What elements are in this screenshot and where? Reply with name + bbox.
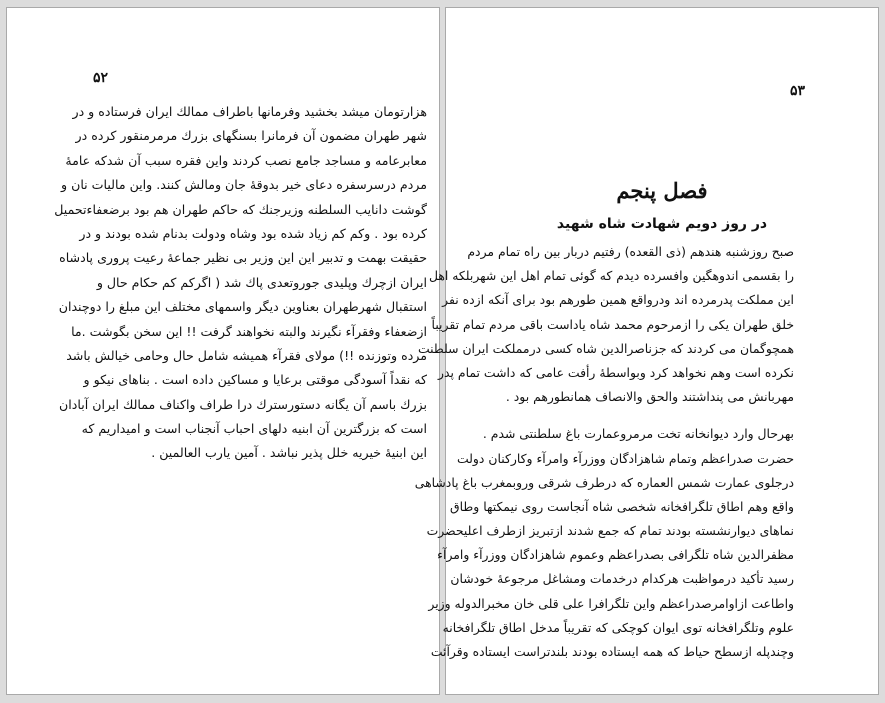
- paragraph: [414, 422, 794, 664]
- text-line: استقبال شهرطهران بعناوین دیگر واسمهای مختلف این مبلغ را دوچندان: [58, 299, 427, 315]
- text-line: همچوگمان می کردند که جزناصرالدین شاه کسی درمملکت ایران سلطنت: [417, 340, 794, 356]
- text-line: مظفرالدین شاه تلگرافی بصدراعظم وعموم شاهزادگان ووزرآء وامرآء: [437, 547, 794, 563]
- text-line: این ابنیهٔ خیریه خلل پذیر نباشد . آمین یارب العالمین .: [151, 445, 427, 461]
- right-page: [414, 7, 879, 695]
- paragraph-gap: [462, 409, 794, 422]
- chapter-title: فصل پنجم: [616, 178, 708, 203]
- paragraph: [417, 240, 794, 409]
- text-line: که نقداً آسودگی موقتی برعایا و مساکین داده است . بناهای نیکو و: [83, 372, 427, 388]
- text-line: گوشت دانایب السلطنه وزیرجنك که حاکم طهران هم بود برضعفاءتحمیل: [54, 201, 427, 217]
- text-line: درجلوی عمارت شمس العماره که درطرف شرقی وروبمغرب باغ پادشاهی: [414, 474, 794, 490]
- text-line: این مملکت پدرمرده اند ودرواقع همین طورهم بود برای آنکه ازده نفر: [442, 292, 794, 308]
- text-line: بهرحال وارد دیوانخانه تخت مرمروعمارت باغ سلطنتی شدم .: [482, 426, 794, 442]
- text-line: را بقسمی اندوهگین وافسرده دیدم که گوئی تمام اهل این شهربلکه اهل: [428, 268, 794, 284]
- text-line: واقع وهم اطاق تلگرافخانه شخصی شاه آنجاست روی نیمکتها وطاق: [450, 498, 794, 514]
- text-line: نکرده است وهم نخواهد کرد وبواسطهٔ رأفت عامی که داشت تمام پدر: [438, 364, 794, 380]
- text-line: حضرت صدراعظم وتمام شاهزادگان ووزرآء وامرآء وکارکنان دولت: [456, 450, 794, 466]
- text-line: خلق طهران یکی را ازمرحوم محمد شاه یاداست باقی مردم تمام تقریباً: [431, 316, 794, 332]
- text-line: رسید تأکید درمواظبت هرکدام درخدمات ومشاغل مرجوعهٔ خودشان: [450, 571, 794, 587]
- text-line: واطاعت ازاوامرصدراعظم واین تلگرافرا علی قلی خان مخبرالدوله وزیر: [428, 595, 794, 611]
- body-text: [414, 240, 794, 664]
- text-line: وچندپله ازسطح حیاط که همه ایستاده بودند بلندتراست ایستاده وقرآئت: [430, 644, 794, 659]
- text-line: ازضعفاء وفقرآء نگیرند والبته نخواهند گرفت !! این سخن بگوشت .ما: [71, 323, 427, 339]
- text-line: صبح روزشنبه هندهم (ذی القعده) رفتیم دربار بین راه تمام مردم: [467, 244, 794, 259]
- text-line: حقیقت بهمت و تدبیر این این وزیر بی نظیر جماعهٔ رعیت پروری پادشاه: [59, 250, 427, 266]
- text-line: مرده وتوزنده !!) مولای فقرآء همیشه شامل حال وحامی خیالش باشد: [66, 347, 427, 363]
- text-line: هزارتومان میشد بخشید وفرمانها باطراف ممالك ایران فرستاده و در: [72, 104, 427, 119]
- text-line: معابرعامه و مساجد جامع نصب کردند واین فقره سبب آن شدکه عامهٔ: [65, 152, 427, 168]
- body-text: [54, 100, 427, 466]
- text-line: بزرك باسم آن یگانه دستورسترك درا طراف واکناف ممالك ایران آبادان: [59, 396, 427, 412]
- page-number: ۵۳: [790, 83, 806, 99]
- page-number: ۵۲: [93, 70, 109, 86]
- text-line: نماهای دیوارنشسته بودند تمام که جمع شدند ازتبریز ازطرف اعلیحضرت: [426, 523, 794, 539]
- text-line: ایران ازچرك وپلیدی جوروتعدی پاك شد ( اگرکم کم حکام حال و: [96, 274, 427, 290]
- chapter-subtitle: در روز دویم شهادت شاه شهید: [556, 216, 768, 232]
- text-line: کرده بود . وکم کم زیاد شده بود وشاه ودولت بدنام شده بودند و در: [79, 225, 427, 241]
- text-line: مردم درسرسفره دعای خیر بدوقهٔ جان ومالش کنند. واین مالیات نان و: [60, 177, 427, 193]
- text-line: است که بزرگترین آن ابنیه دلهای احباب آنجناب است و امیداریم که: [81, 421, 427, 437]
- text-line: شهر طهران مضمون آن فرمانرا بسنگهای بزرك مرمرمنقور کرده در: [75, 128, 427, 144]
- left-page: [6, 7, 440, 695]
- text-line: مهربانش می پنداشتند والحق والانصاف همانطورهم بود .: [505, 389, 794, 405]
- text-line: علوم وتلگرافخانه توی ایوان کوچکی که تقریباً مدخل اطاق تلگرافخانه: [442, 619, 794, 635]
